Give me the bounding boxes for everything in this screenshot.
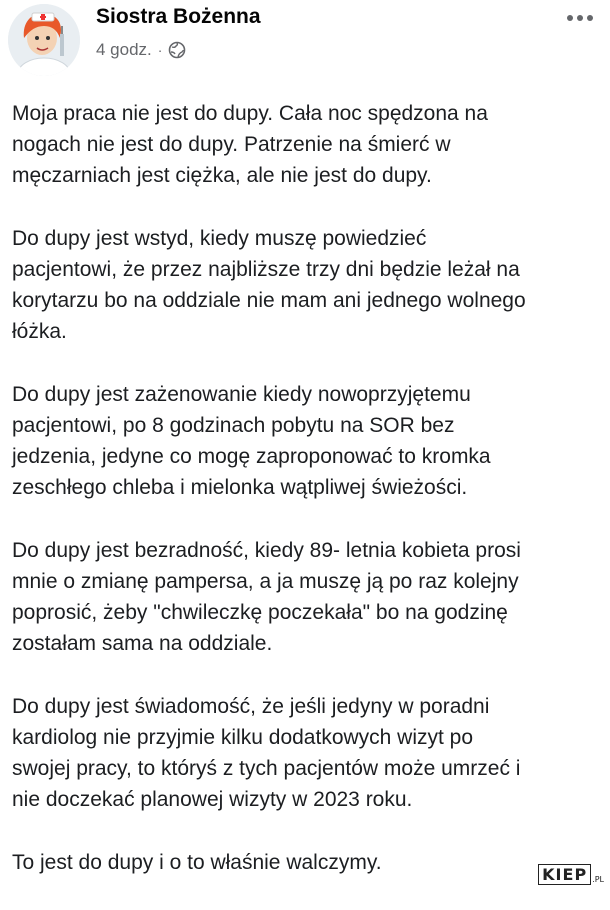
text-line: Do dupy jest zażenowanie kiedy nowoprzyjętemu (12, 383, 471, 406)
text-line: zostałam sama na oddziale. (12, 632, 273, 655)
globe-icon (168, 41, 186, 59)
post-body (12, 98, 608, 910)
text-line: kardiolog nie przyjmie kilku dodatkowych wizyt po (12, 726, 474, 749)
text-line: mnie o zmianę pampersa, a ja muszę ją po raz kolejny (12, 570, 519, 593)
text-line: poprosić, żeby "chwileczkę poczekała" bo na godzinę (12, 601, 508, 624)
text-line: nie doczekać planowej wizyty w 2023 roku. (12, 788, 413, 811)
text-line: Do dupy jest wstyd, kiedy muszę powiedzieć (12, 227, 427, 250)
paragraph (12, 535, 608, 659)
author-name[interactable]: Siostra Bożenna (96, 5, 261, 28)
more-options-icon (566, 14, 594, 22)
text-line: pacjentowi, że przez najbliższe trzy dni będzie leżał na (12, 258, 520, 281)
text-line: jedzenia, jedyne co mogę zaproponować to kromka (12, 445, 491, 468)
meta-separator: · (157, 42, 163, 58)
text-line: swojej pracy, to któryś z tych pacjentów może umrzeć i (12, 757, 521, 780)
text-line: pacjentowi, po 8 godzinach pobytu na SOR bez (12, 414, 455, 437)
text-line: korytarzu bo na oddziale nie mam ani jednego wolnego (12, 289, 526, 312)
paragraph (12, 223, 608, 347)
paragraph (12, 691, 608, 815)
post-time[interactable]: 4 godz. (96, 40, 152, 59)
more-options-button[interactable] (562, 6, 598, 30)
post-header (0, 0, 610, 80)
paragraph (12, 98, 608, 191)
text-line: Do dupy jest bezradność, kiedy 89- letnia kobieta prosi (12, 539, 521, 562)
text-line: Do dupy jest świadomość, że jeśli jedyny w poradni (12, 695, 490, 718)
watermark-logo (538, 864, 604, 885)
watermark-sub: .PL (592, 875, 604, 884)
text-line: To jest do dupy i o to właśnie walczymy. (12, 851, 382, 874)
avatar[interactable] (8, 4, 80, 76)
text-line: zeschłego chleba i mielonka wątpliwej świeżości. (12, 476, 468, 499)
post-meta (96, 40, 186, 60)
watermark-main: KIEP (538, 864, 591, 885)
text-line: łóżka. (12, 320, 67, 343)
text-line: męczarniach jest ciężka, ale nie jest do dupy. (12, 164, 432, 187)
text-line: Moja praca nie jest do dupy. Cała noc spędzona na (12, 102, 488, 125)
paragraph (12, 847, 608, 878)
nurse-avatar-icon (8, 4, 80, 76)
text-line: nogach nie jest do dupy. Patrzenie na śmierć w (12, 133, 451, 156)
paragraph (12, 379, 608, 503)
